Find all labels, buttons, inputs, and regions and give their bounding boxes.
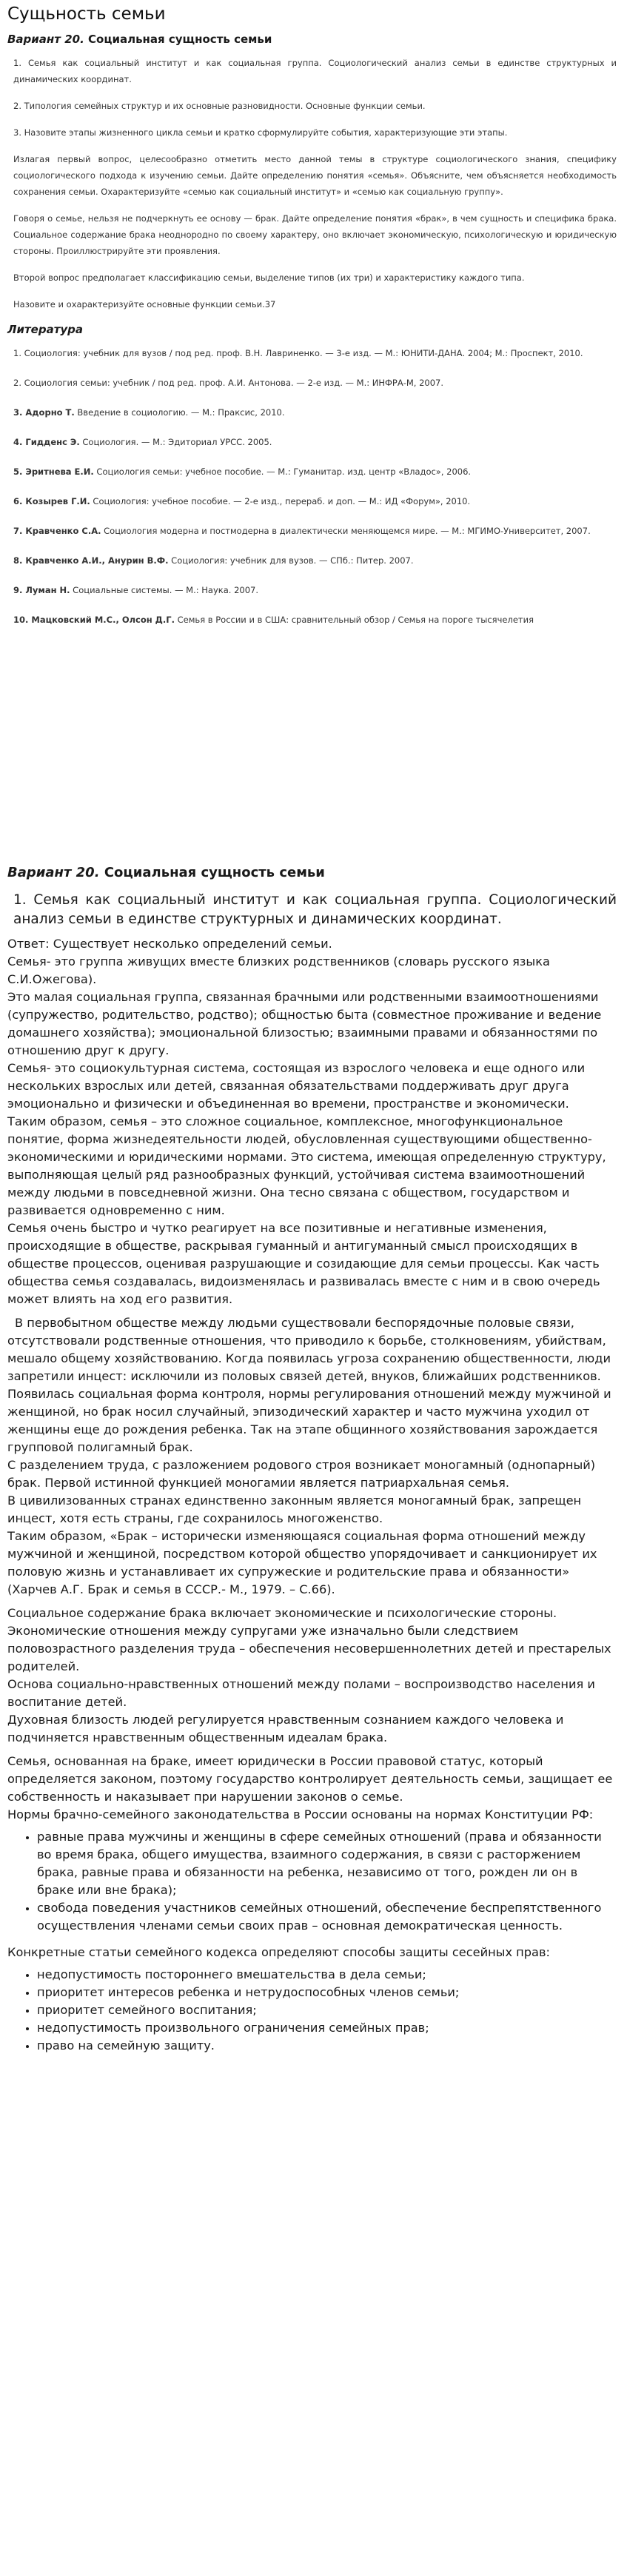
answer-society-reaction: Семья очень быстро и чутко реагирует на все позитивные и негативные изменения, происходящие в обществе, раскрывая гуманный и антигуманный смысл происходящих в обществе процессов, оценивая разрушающие и созидающие для семьи процессы. Как часть общества семья создавалась, видоизменялась и развивалась вместе с ним и в свою очередь может влиять на ход его развития. [7, 1221, 600, 1306]
answer-monogamy: С разделением труда, с разложением родового строя возникает моногамный (однопарный) брак. Первой истинной функцией моногамии является патриархальная семья. [7, 1458, 596, 1490]
outline-item-2: 2. Типология семейных структур и их основные разновидности. Основные функции семьи. [13, 101, 426, 111]
answer-family-code: Конкретные статьи семейного кодекса определяют способы защиты сесейных прав: [7, 1945, 550, 1959]
answer-body-2 [7, 1944, 617, 1961]
literature-item: 9. Луман Н. Социальные системы. — М.: Наука. 2007. [13, 585, 259, 595]
outline-guidance-second: Второй вопрос предполагает классификацию семьи, выделение типов (их три) и характеристику каждого типа. [13, 272, 525, 283]
list-item: • право на семейную защиту. [37, 2037, 617, 2055]
outline-guidance-functions: Назовите и охарактеризуйте основные функции семьи.37 [13, 299, 276, 310]
answer-definition-1: Семья- это группа живущих вместе близких родственников (словарь русского языка С.И.Ожегова). [7, 954, 550, 986]
variant-title: Социальная сущность семьи [88, 33, 272, 46]
outline-guidance-first: Излагая первый вопрос, целесообразно отметить место данной темы в структуре социологического знания, специфику социологического подхода к изучению семьи. Дайте определению понятия «семья». Объясните, чем объясняется необходимость сохранения семьи. Охарактеризуйте «семью как социальный институт» и «семью как социальную группу». [13, 154, 617, 197]
literature-item: 3. Адорно Т. Введение в социологию. — М.: Праксис, 2010. [13, 407, 285, 418]
outline-item-3: 3. Назовите этапы жизненного цикла семьи и кратко сформулируйте события, характеризующие эти этапы. [13, 127, 508, 138]
literature-item: 10. Мацковский М.С., Олсон Д.Г. Семья в России и в США: сравнительный обзор / Семья на пороге тысячелетия [13, 615, 534, 625]
outline-guidance-marriage: Говоря о семье, нельзя не подчеркнуть ее основу — брак. Дайте определение понятия «брак», в чем сущность и специфика брака. Социальное содержание брака неоднородно по своему характеру, оно включает экономическую, психологическую и юридическую стороны. Проиллюстрируйте эти проявления. [13, 213, 617, 256]
constitution-principles-list [7, 1828, 617, 1935]
literature-item: 8. Кравченко А.И., Анурин В.Ф. Социология: учебник для вузов. — СПб.: Питер. 2007. [13, 555, 414, 566]
answer-spiritual: Духовная близость людей регулируется нравственным сознанием каждого человека и подчиняется нравственным общественным идеалам брака. [7, 1713, 564, 1744]
answer-social-moral: Основа социально-нравственных отношений между полами – воспроизводство населения и воспитание детей. [7, 1677, 595, 1709]
answer-civilized-countries: В цивилизованных странах единственно законным является моногамный брак, запрещен инцест, хотя есть страны, где сохранилось многоженство. [7, 1493, 582, 1525]
literature-item: 6. Козырев Г.И. Социология: учебное пособие. — 2-е изд., перераб. и доп. — М.: ИД «Форум», 2010. [13, 496, 471, 506]
list-item: • свобода поведения участников семейных отношений, обеспечение беспрепятственного осуществления членами семьи своих прав – основная демократическая ценность. [37, 1899, 617, 1935]
list-item: • недопустимость произвольного ограничения семейных прав; [37, 2019, 617, 2037]
answer-marriage-definition: Таким образом, «Брак – исторически изменяющаяся социальная форма отношений между мужчиной и женщиной, посредством которой общество упорядочивает и санкционирует их половую жизнь и устанавливает их супружеские и родительские права и обязанности» (Харчев А.Г. Брак и семья в СССР.- М., 1979. – С.66). [7, 1529, 597, 1596]
list-item: • приоритет семейного воспитания; [37, 2001, 617, 2019]
variant-heading-large [7, 865, 617, 880]
list-item: • недопустимость постороннего вмешательства в дела семьи; [37, 1966, 617, 1984]
literature-item: 2. Социология семьи: учебник / под ред. проф. А.И. Антонова. — 2-е изд. — М.: ИНФРА-М, 2007. [13, 378, 444, 388]
variant-label: Вариант 20. [7, 33, 84, 46]
answer-definition-3: Семья- это социокультурная система, состоящая из взрослого человека и еще одного или нескольких взрослых или детей, связанная обязательствами поддерживать друг друга эмоционально и физически и объединенная во времени, пространстве и экономически. [7, 1061, 586, 1111]
variant-heading-small [7, 33, 617, 46]
literature-list [7, 345, 617, 628]
literature-heading: Литература [7, 323, 84, 336]
answer-summary: Таким образом, семья – это сложное социальное, комплексное, многофункциональное понятие, форма жизнедеятельности людей, обусловленная существующими общественно- экономическими и юридическими нормами. Это система, имеющая определенную структуру, выполняющая целый ряд разнообразных функций, устойчивая система взаимоотношений между людьми в повседневной жизни. Она тесно связана с обществом, государством и развивается одновременно с ним. [7, 1114, 606, 1217]
answer-body [7, 935, 617, 1824]
question-1: 1. Семья как социальный институт и как социальная группа. Социологический анализ семьи в единстве структурных и динамических координат. [13, 892, 617, 927]
family-rights-list [7, 1966, 617, 2055]
variant-label: Вариант 20. [7, 865, 100, 880]
answer-legal-status: Семья, основанная на браке, имеет юридически в России правовой статус, который определяется законом, поэтому государство контролирует деятельность семьи, защищает ее собственность и наказывает при нарушении законов о семье. [7, 1754, 613, 1804]
blank-space [7, 641, 617, 865]
answer-intro: Ответ: Существует несколько определений семьи. [7, 937, 332, 951]
literature-item: 1. Социология: учебник для вузов / под ред. проф. В.Н. Лавриненко. — 3-е изд. — М.: ЮНИТИ-ДАНА. 2004; М.: Проспект, 2010. [13, 348, 583, 358]
answer-primitive-society: В первобытном обществе между людьми существовали беспорядочные половые связи, отсутствовали родственные отношения, что приводило к борьбе, столкновениям, убийствам, мешало общему хозяйствованию. Когда появилась угроза сохранению общественности, люди запретили инцест: исключили из половых связей детей, внуков, ближайших родственников. Появилась социальная форма контроля, нормы регулирования отношений между мужчиной и женщиной, но брак носил случайный, эпизодический характер и часто мужчина уходил от женщины еще до рождения ребенка. Так на этапе общинного хозяйствования зарождается групповой полигамный брак. [7, 1316, 611, 1454]
literature-item: 5. Эритнева Е.И. Социология семьи: учебное пособие. — М.: Гуманитар. изд. центр «Владос», 2006. [13, 466, 472, 477]
task-outline [7, 55, 617, 312]
literature-item: 4. Гидденс Э. Социология. — М.: Эдиториал УРСС. 2005. [13, 437, 272, 447]
variant-title: Социальная сущность семьи [104, 865, 325, 880]
answer-marriage-content: Социальное содержание брака включает экономические и психологические стороны. [7, 1606, 557, 1620]
answer-definition-2: Это малая социальная группа, связанная брачными или родственными взаимоотношениями (супружество, родительство, родство); общностью быта (совместное проживание и ведение домашнего хозяйства); эмоциональной близостью; взаимными правами и обязанностями по отношению друг к другу. [7, 990, 602, 1057]
answer-legislation: Нормы брачно-семейного законодательства в России основаны на нормах Конституции РФ: [7, 1807, 594, 1821]
outline-item-1: 1. Семья как социальный институт и как социальная группа. Социологический анализ семьи в единстве структурных и динамических координат. [13, 58, 617, 84]
literature-item: 7. Кравченко С.А. Социология модерна и постмодерна в диалектически меняющемся мире. — М.: МГИМО-Университет, 2007. [13, 526, 591, 536]
page-title: Сущьность семьи [7, 4, 166, 24]
list-item: • приоритет интересов ребенка и нетрудоспособных членов семьи; [37, 1984, 617, 2001]
answer-economic-relations: Экономические отношения между супругами уже изначально были следствием половозрастного разделения труда – обеспечения несовершеннолетних детей и престарелых родителей. [7, 1624, 611, 1673]
list-item: • равные права мужчины и женщины в сфере семейных отношений (права и обязанности во время брака, общего имущества, взаимного содержания, в связи с расторжением брака, равные права и обязанности на ребенка, независимо от того, рожден ли он в браке или вне брака); [37, 1828, 617, 1899]
